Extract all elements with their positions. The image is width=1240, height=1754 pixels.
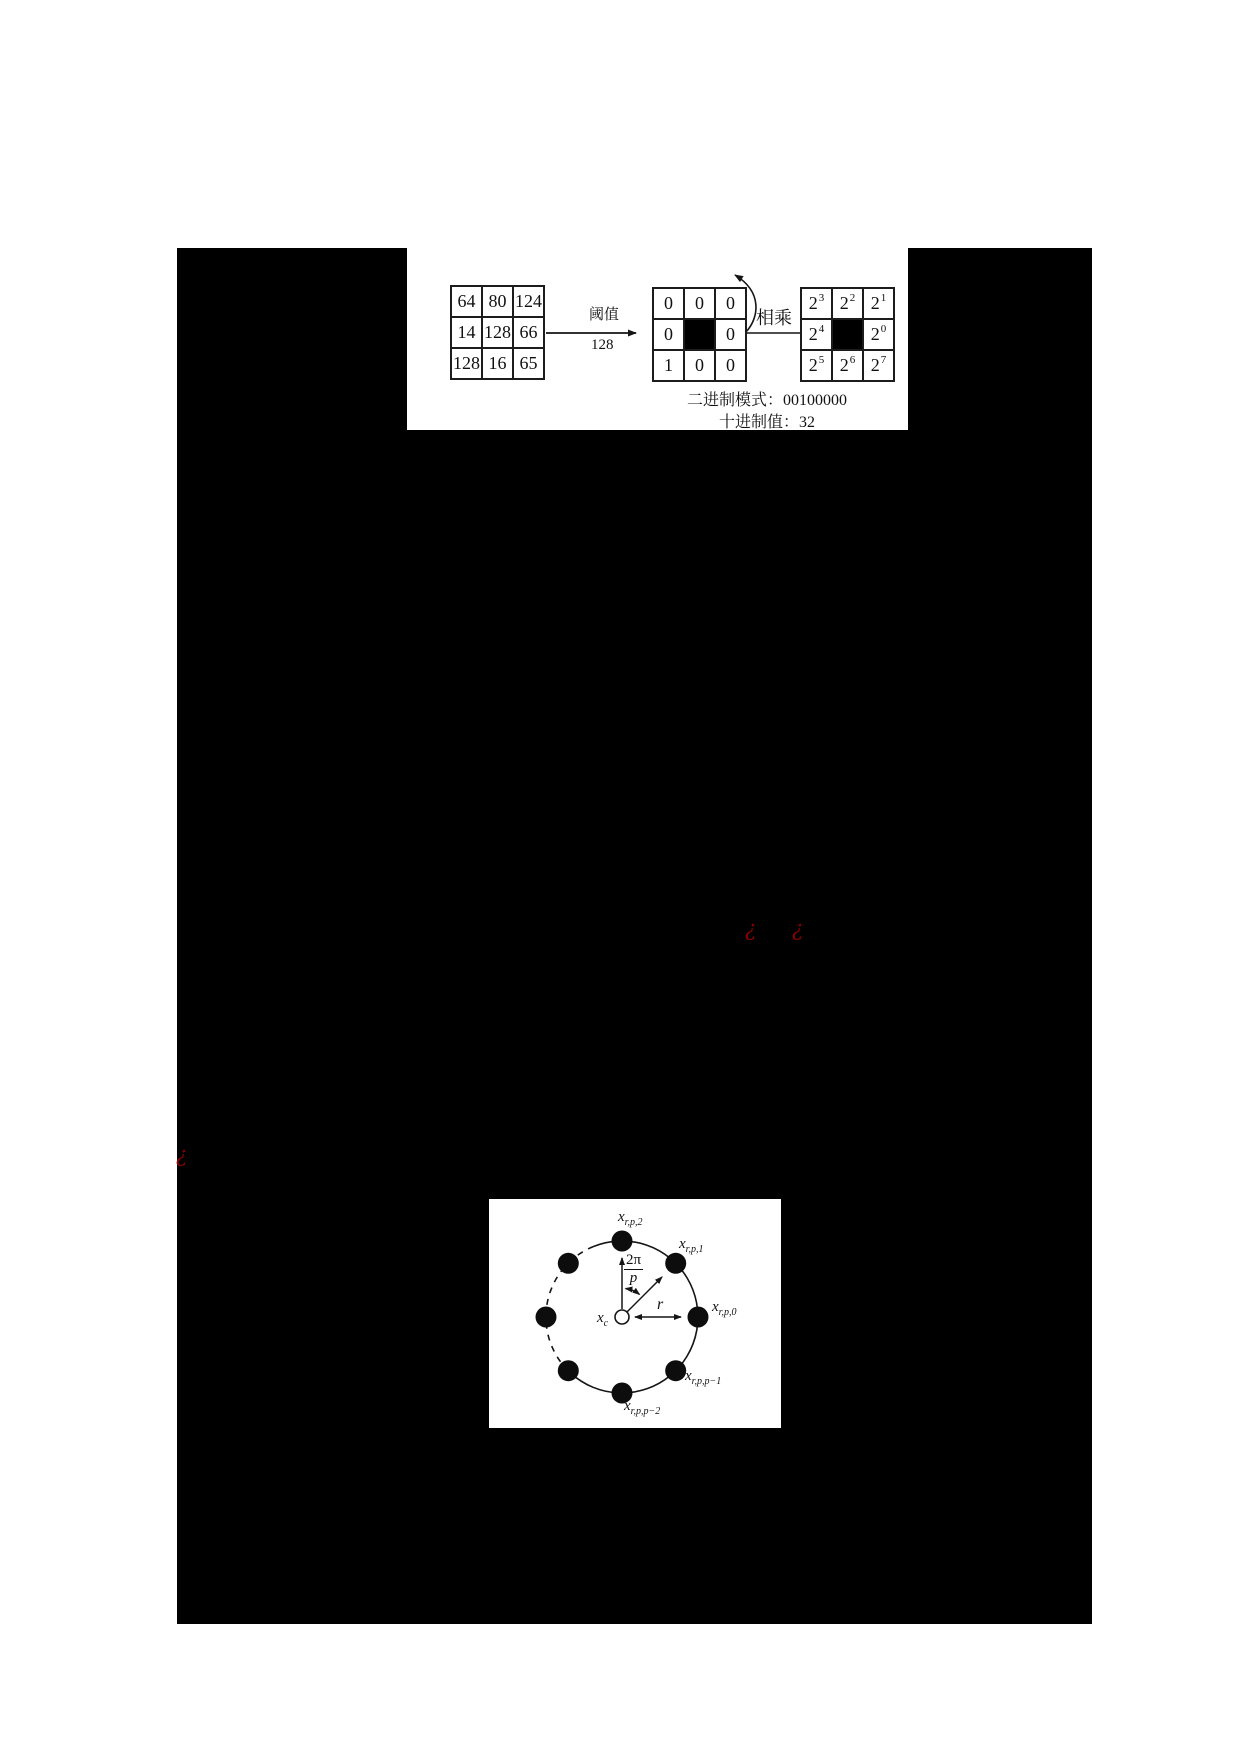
threshold-value: 128 xyxy=(591,337,614,353)
grid-cell-filled xyxy=(685,320,714,349)
grid-cell: 14 xyxy=(452,318,481,347)
grid-cell: 0 xyxy=(716,289,745,318)
grid-cell: 2 1 xyxy=(864,289,893,318)
grid-cell: 1 xyxy=(654,351,683,380)
grid-cell: 0 xyxy=(685,289,714,318)
grid-cell: 0 xyxy=(654,289,683,318)
grid-cell: 128 xyxy=(483,318,512,347)
grid-cell: 2 2 xyxy=(833,289,862,318)
sample-point-3 xyxy=(558,1253,579,1274)
weight-grid xyxy=(800,287,895,382)
grid-cell: 65 xyxy=(514,349,543,378)
angle-double-arrow xyxy=(626,1289,640,1295)
decimal-value-caption: 十进制值：32 xyxy=(718,414,815,431)
threshold-label: 阈值 xyxy=(589,307,620,323)
grid-cell: 0 xyxy=(685,351,714,380)
sample-point-2 xyxy=(612,1231,633,1252)
radius-label: r xyxy=(657,1296,664,1313)
grid-cell: 0 xyxy=(716,351,745,380)
formula-artifact-glyph: ¿ xyxy=(745,917,757,941)
grid-cell: 2 7 xyxy=(864,351,893,380)
grid-cell: 124 xyxy=(514,287,543,316)
formula-artifact-glyph: ¿ xyxy=(792,917,804,941)
binary-result-grid xyxy=(652,287,747,382)
grid-cell: 80 xyxy=(483,287,512,316)
point-label-xrp2: $x_{r,p,2}$ xyxy=(618,1209,643,1228)
source-pixel-grid xyxy=(450,285,545,380)
sample-point-0 xyxy=(688,1307,709,1328)
grid-cell: 0 xyxy=(716,320,745,349)
grid-cell: 0 xyxy=(654,320,683,349)
grid-cell: 2 6 xyxy=(833,351,862,380)
sample-point-5 xyxy=(558,1360,579,1381)
grid-cell: 2 5 xyxy=(802,351,831,380)
center-label-xc: $x_c$ xyxy=(597,1310,609,1329)
angle-denominator: p xyxy=(629,1270,638,1286)
grid-cell: 16 xyxy=(483,349,512,378)
formula-artifact-glyph: ¿ xyxy=(176,1143,188,1167)
grid-cell-filled xyxy=(833,320,862,349)
grid-cell: 64 xyxy=(452,287,481,316)
sample-point-4 xyxy=(536,1307,557,1328)
multiply-label: 相乘 xyxy=(756,308,792,328)
circular-sampling-figure-panel xyxy=(489,1199,781,1428)
sampling-circle-graphic xyxy=(489,1199,781,1428)
point-label-xrp-pminus2: $x_{r,p,p-2}$ xyxy=(624,1398,661,1417)
sample-point-1 xyxy=(665,1253,686,1274)
grid-cell: 2 0 xyxy=(864,320,893,349)
grid-cell: 2 4 xyxy=(802,320,831,349)
point-label-xrp1: $x_{r,p,1}$ xyxy=(679,1236,704,1255)
grid-cell: 66 xyxy=(514,318,543,347)
grid-cell: 2 3 xyxy=(802,289,831,318)
angle-fraction-label xyxy=(624,1253,643,1286)
point-label-xrp-pminus1: $x_{r,p,p-1}$ xyxy=(685,1368,722,1387)
lbp-figure-panel xyxy=(407,248,908,430)
grid-cell: 128 xyxy=(452,349,481,378)
binary-pattern-caption: 二进制模式：00100000 xyxy=(686,392,847,409)
point-label-xrp0: $x_{r,p,0}$ xyxy=(712,1299,737,1318)
center-pixel-circle xyxy=(615,1310,629,1324)
angle-numerator: 2π xyxy=(626,1252,642,1268)
sample-point-7 xyxy=(665,1360,686,1381)
